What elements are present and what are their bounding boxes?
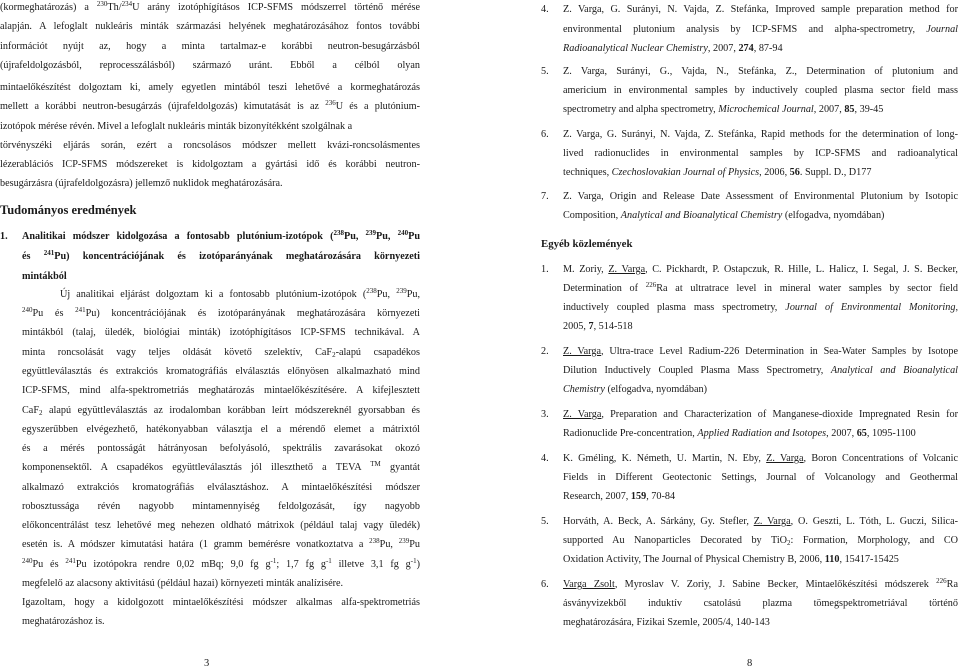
intro-line-6: mellett a korábbi neutron-besugárzás (újrafeldolgozás) kimutatását is az $^{236}$U és a plutónium-: [0, 99, 420, 112]
ref-other-2-line-1: Z. Varga, Ultra-trace Level Radium-226 Determination in Sea-Water Samples by Isotope: [563, 346, 958, 357]
body-line-12: robosztussága révén nagyobb mintamennyiség feldolgozását, így nagyobb: [22, 501, 420, 512]
ref-other-4-line-3: Research, 2007, 159, 70-84: [563, 491, 676, 502]
ref-top-7-line-2: Composition, Analytical and Bioanalytical Chemistry (elfogadva, nyomdában): [563, 210, 885, 221]
intro-line-7: izotópok mérése révén. Mivel a lefoglalt nukleáris minták bizonyítékként szolgálnak a: [0, 121, 353, 132]
ref-other-4-line-1: K. Gméling, K. Németh, U. Martin, N. Eby, Z. Varga, Boron Concentrations of Volcanic: [563, 453, 958, 464]
ref-other-3-line-1: Z. Varga, Preparation and Characterization of Manganese-dioxide Impregnated Resin for: [563, 409, 958, 420]
body-line-10: komponensektől. A csapadékos együttleválasztás jól illeszthető a TEVA ™ gyantát: [22, 460, 420, 473]
ref-other-2-line-3: Chemistry (elfogadva, nyomdában): [563, 384, 708, 395]
ref-top-6-line-1: Z. Varga, G. Surányi, N. Vajda, Z. Stefánka, Rapid methods for the determination of long-: [563, 129, 958, 140]
body-line-11: alkalmazó extrakciós kromatográfiás elválasztáshoz. A mintaelőkészítési módszer: [22, 482, 420, 493]
ref-top-4-line-3: Radioanalytical Nuclear Chemistry, 2007, 274, 87-94: [563, 43, 783, 54]
page-number-left: 3: [204, 658, 210, 669]
ref-other-5-line-2: supported Au Nanoparticles Decorated by TiO$_2$: Formation, Morphology, and CO: [563, 535, 958, 547]
body-line-17: Igazoltam, hogy a kidolgozott mintaelőkészítési módszer alkalmas alfa-spektrometriás: [22, 597, 420, 608]
body-line-14: esetén is. A módszer kimutatási határa (1 gramm bemérésre vonatkoztatva a $^{238}$Pu, $^{239}$Pu: [22, 537, 420, 550]
intro-line-5: mintaelőkészítést dolgoztam ki, amely egyetlen mintából teszi lehetővé a kormeghatározás: [0, 82, 420, 93]
intro-line-2: alapján. A lefoglalt nukleáris minták származási helyének meghatározásához fontos további: [0, 21, 420, 32]
intro-line-8: törvényszéki eljárás során, ezért a roncsolásos módszer mellett kvázi-roncsolásmentes: [0, 140, 420, 151]
ref-top-6-line-3: techniques, Czechoslovakian Journal of Physics, 2006, 56. Suppl. D., D177: [563, 167, 872, 178]
ref-other-6-line-1: Varga Zsolt, Myroslav V. Zoriy, J. Sabine Becker, Mintaelőkészítési módszerek $^{226}$Ra: [563, 577, 958, 590]
ref-top-4-number: 4.: [541, 4, 549, 15]
intro-line-1: (kormeghatározás) a $^{230}$Th/$^{234}$U arány izotóphígításos ICP-SFMS módszerrel történő mérése: [0, 0, 421, 13]
intro-line-9: lézerablációs ICP-SFMS módszereket is kidolgoztam a gyártási idő és korábbi neutron-: [0, 159, 420, 170]
section-title: Tudományos eredmények: [0, 203, 137, 217]
body-line-13: előkoncentrálást tesz lehetővé meg nehezen oldható mátrixok (például talaj vagy üledék): [22, 520, 420, 531]
ref-other-3-line-2: Radionuclide Pre-concentration, Applied Radiation and Isotopes, 2007, 65, 1095-1100: [563, 428, 916, 439]
body-line-7: CaF$_2$ alapú együttleválasztás az irodalomban korábban leírt módszereknél gyorsabban és: [22, 405, 420, 417]
result1-title-line-3: mintákból: [22, 271, 67, 282]
ref-other-6-number: 6.: [541, 579, 549, 590]
ref-other-5-number: 5.: [541, 516, 549, 527]
ref-top-7-line-1: Z. Varga, Origin and Release Date Assessment of Environmental Plutonium by Isotopic: [563, 191, 958, 202]
body-line-5: együttleválasztás és extrakciós kromatográfiás elválasztás előnyösen alkalmazható mind: [22, 366, 420, 377]
body-line-9: és a mérés pontosságát hátrányosan befolyásoló, spektrális zavarásokat okozó: [22, 443, 420, 454]
body-line-2: $^{240}$Pu és $^{241}$Pu) koncentrációjának és izotóparányának meghatározására környezeti: [22, 306, 420, 319]
ref-top-6-number: 6.: [541, 129, 549, 140]
ref-other-5-line-1: Horváth, A. Beck, A. Sárkány, Gy. Stefler, Z. Varga, O. Geszti, L. Tóth, L. Guczi, Silica-: [563, 516, 958, 527]
ref-other-1-number: 1.: [541, 264, 549, 275]
ref-other-6-line-3: meghatározására, Fizikai Szemle, 2005/4, 140-143: [563, 617, 770, 628]
ref-top-7-number: 7.: [541, 191, 549, 202]
intro-line-3: információt nyújt az, hogy a minta tartalmaz-e korábbi neutron-besugárzásból: [0, 41, 420, 52]
ref-other-1-line-1: M. Zoriy, Z. Varga, C. Pickhardt, P. Ostapczuk, R. Hille, L. Halicz, I. Segal, J. S. Becker,: [563, 264, 958, 275]
ref-other-1-line-4: 2005, 7, 514-518: [563, 321, 633, 332]
other-publications-heading: Egyéb közlemények: [541, 238, 633, 250]
ref-other-1-line-2: Determination of $^{226}$Ra at ultratrace level in mineral water samples by sector field: [563, 281, 959, 294]
ref-top-5-line-3: spectrometry and alpha spectrometry, Microchemical Journal, 2007, 85, 39-45: [563, 104, 884, 115]
result1-title-line-2: és $^{241}$Pu) koncentrációjának és izotóparányának meghatározására környezeti: [22, 249, 420, 262]
intro-line-4: (újrafeldolgozásból, reprocesszálásból) származó uránt. Ebből a célból olyan: [0, 60, 420, 71]
ref-other-2-line-2: Dilution Inductively Coupled Plasma Mass Spectrometry, Analytical and Bioanalytical: [563, 365, 958, 376]
ref-top-5-number: 5.: [541, 66, 549, 77]
page-number-right: 8: [747, 658, 753, 669]
ref-other-3-number: 3.: [541, 409, 549, 420]
body-line-6: ICP-SFMS, mind alfa-spektrometriás meghatározás mintaelőkészítésére. A kifejlesztett: [22, 385, 420, 396]
body-line-18: meghatározáshoz is.: [22, 616, 105, 627]
body-line-16: megfelelő az alacsony aktivitású (például hazai) környezeti minták analízisére.: [22, 578, 344, 589]
body-line-3: mintákból (talaj, üledék, biológiai minták) izotóphígításos ICP-SFMS technikával. A: [22, 327, 420, 338]
body-line-4: minta roncsolását vagy teljes oldását követő szelektív, CaF$_2$-alapú csapadékos: [22, 347, 420, 359]
ref-other-6-line-2: ásványvizekből induktív csatolású plazma tömegspektrometriával történő: [563, 598, 958, 609]
ref-other-4-number: 4.: [541, 453, 549, 464]
result1-number: 1.: [0, 231, 8, 242]
ref-other-2-number: 2.: [541, 346, 549, 357]
body-line-8: egyszerűbben elvégezhető, hatékonyabban választja el a mérendő elemet a mátrixtól: [22, 424, 420, 435]
ref-top-5-line-2: americium in environmental samples by inductively coupled plasma sector field mass: [563, 85, 958, 96]
body-line-1: Új analitikai eljárást dolgoztam ki a fontosabb plutónium-izotópok ($^{238}$Pu, $^{239}$Pu,: [60, 287, 420, 300]
ref-top-4-line-2: environmental plutonium analysis by ICP-SFMS and alpha-spectrometry, Journal: [563, 24, 958, 35]
ref-other-5-line-3: Oxidation Activity, The Journal of Physical Chemistry B, 2006, 110, 15417-15425: [563, 554, 899, 565]
ref-other-1-line-3: inductively coupled plasma mass spectrometry, Journal of Environmental Monitoring,: [563, 302, 958, 313]
result1-title-line-1: Analitikai módszer kidolgozása a fontosabb plutónium-izotópok ($^{238}$Pu, $^{239}$Pu, $^{240}$Pu: [22, 229, 421, 242]
ref-top-4-line-1: Z. Varga, G. Surányi, N. Vajda, Z. Stefánka, Improved sample preparation method for: [563, 4, 958, 15]
body-line-15: $^{240}$Pu és $^{241}$Pu izotópokra rendre 0,02 mBq; 9,0 fg $g^{-1}$; 1,7 fg $g^{-1}$ illetve 3,1 fg $g^{-1}$): [22, 557, 420, 570]
ref-top-5-line-1: Z. Varga, Surányi, G., Vajda, N., Stefánka, Z., Determination of plutonium and: [563, 66, 958, 77]
ref-other-4-line-2: Fields in Different Geotectonic Settings, Journal of Volcanology and Geothermal: [563, 472, 958, 483]
intro-line-10: besugárzásra (újrafeldolgozásra) jellemző nuklidok meghatározására.: [0, 178, 283, 189]
ref-top-6-line-2: lived radionuclides in environmental samples by ICP-SFMS and radioanalytical: [563, 148, 958, 159]
